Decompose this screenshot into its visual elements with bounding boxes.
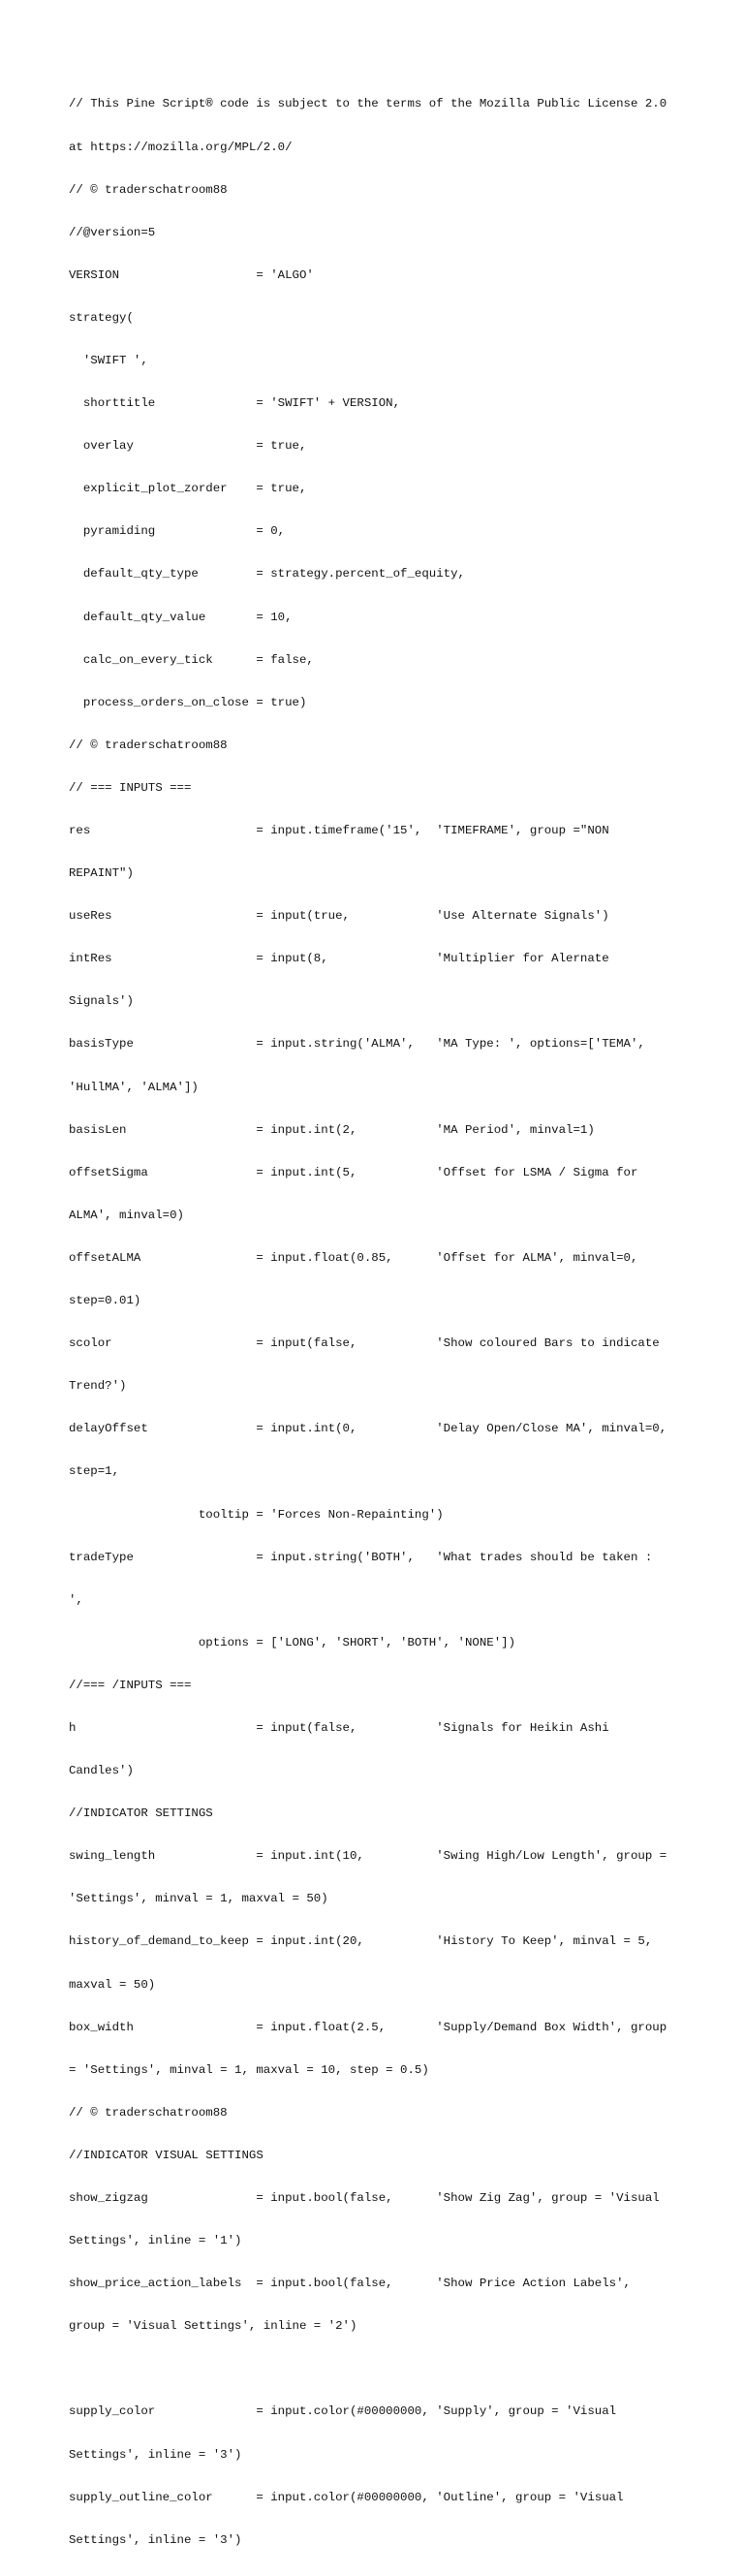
code-line: // © traderschatroom88	[69, 182, 228, 197]
code-line: Trend?')	[69, 1379, 127, 1394]
code-line: group = 'Visual Settings', inline = '2')	[69, 2319, 357, 2334]
code-line: default_qty_type = strategy.percent_of_equity,	[69, 567, 465, 581]
code-line: useRes = input(true, 'Use Alternate Signals')	[69, 909, 609, 924]
code-line: offsetALMA = input.float(0.85, 'Offset for ALMA', minval=0,	[69, 1250, 638, 1265]
code-line: default_qty_value = 10,	[69, 610, 293, 624]
code-line: supply_color = input.color(#00000000, 'Supply', group = 'Visual	[69, 2404, 617, 2419]
code-line: swing_length = input.int(10, 'Swing High/Low Length', group =	[69, 1849, 667, 1864]
code-line: at https://mozilla.org/MPL/2.0/	[69, 140, 293, 154]
code-line: //INDICATOR SETTINGS	[69, 1806, 213, 1821]
code-line: h = input(false, 'Signals for Heikin Ashi	[69, 1720, 609, 1735]
code-line: tradeType = input.string('BOTH', 'What trades should be taken :	[69, 1550, 653, 1564]
code-line: intRes = input(8, 'Multiplier for Alernate	[69, 952, 609, 966]
code-line: Settings', inline = '3')	[69, 2447, 242, 2462]
code-line: //@version=5	[69, 225, 156, 239]
code-line: supply_outline_color = input.color(#00000000, 'Outline', group = 'Visual	[69, 2490, 624, 2504]
code-line: history_of_demand_to_keep = input.int(20, 'History To Keep', minval = 5,	[69, 1934, 653, 1949]
code-line: basisLen = input.int(2, 'MA Period', minval=1)	[69, 1122, 595, 1137]
code-line: Signals')	[69, 994, 134, 1009]
code-line: //INDICATOR VISUAL SETTINGS	[69, 2148, 264, 2162]
code-line: VERSION = 'ALGO'	[69, 267, 314, 282]
code-line: scolor = input(false, 'Show coloured Bars to indicate	[69, 1336, 660, 1351]
code-line: step=1,	[69, 1464, 120, 1479]
code-line: ',	[69, 1592, 83, 1607]
code-line	[69, 2362, 728, 2376]
code-line: overlay = true,	[69, 439, 307, 454]
code-line: box_width = input.float(2.5, 'Supply/Demand Box Width', group	[69, 2020, 667, 2034]
code-line: // © traderschatroom88	[69, 738, 228, 752]
code-line: step=0.01)	[69, 1294, 141, 1308]
code-line: res = input.timeframe('15', 'TIMEFRAME', group ="NON	[69, 824, 609, 837]
code-line: tooltip = 'Forces Non-Repainting')	[69, 1507, 444, 1522]
code-line: pyramiding = 0,	[69, 524, 286, 539]
code-line: = 'Settings', minval = 1, maxval = 10, step = 0.5)	[69, 2062, 429, 2077]
code-line: Settings', inline = '1')	[69, 2234, 242, 2248]
code-line: 'SWIFT ',	[69, 353, 148, 367]
code-line: REPAINT")	[69, 866, 134, 881]
code-line: process_orders_on_close = true)	[69, 695, 307, 709]
code-line: // === INPUTS ===	[69, 780, 192, 795]
code-line: offsetSigma = input.int(5, 'Offset for LSMA / Sigma for	[69, 1165, 638, 1179]
code-line: 'Settings', minval = 1, maxval = 50)	[69, 1892, 328, 1906]
code-line: 'HullMA', 'ALMA'])	[69, 1080, 199, 1094]
code-line: calc_on_every_tick = false,	[69, 652, 314, 667]
code-line: ALMA', minval=0)	[69, 1208, 184, 1222]
code-line: show_zigzag = input.bool(false, 'Show Zig Zag', group = 'Visual	[69, 2191, 660, 2205]
code-line: // © traderschatroom88	[69, 2105, 228, 2120]
code-line: Settings', inline = '3')	[69, 2532, 242, 2547]
code-block	[69, 69, 728, 2576]
code-line: //=== /INPUTS ===	[69, 1678, 192, 1692]
code-line: explicit_plot_zorder = true,	[69, 482, 307, 496]
code-line: shorttitle = 'SWIFT' + VERSION,	[69, 396, 401, 411]
code-line: Candles')	[69, 1764, 134, 1778]
code-line: maxval = 50)	[69, 1977, 156, 1992]
code-line: show_price_action_labels = input.bool(false, 'Show Price Action Labels',	[69, 2277, 631, 2291]
code-line: basisType = input.string('ALMA', 'MA Type: ', options=['TEMA',	[69, 1037, 645, 1052]
code-line: delayOffset = input.int(0, 'Delay Open/Close MA', minval=0,	[69, 1422, 667, 1436]
code-line: strategy(	[69, 310, 134, 325]
code-line: options = ['LONG', 'SHORT', 'BOTH', 'NONE'])	[69, 1635, 516, 1649]
code-line: // This Pine Script® code is subject to the terms of the Mozilla Public License 2.0	[69, 97, 667, 111]
